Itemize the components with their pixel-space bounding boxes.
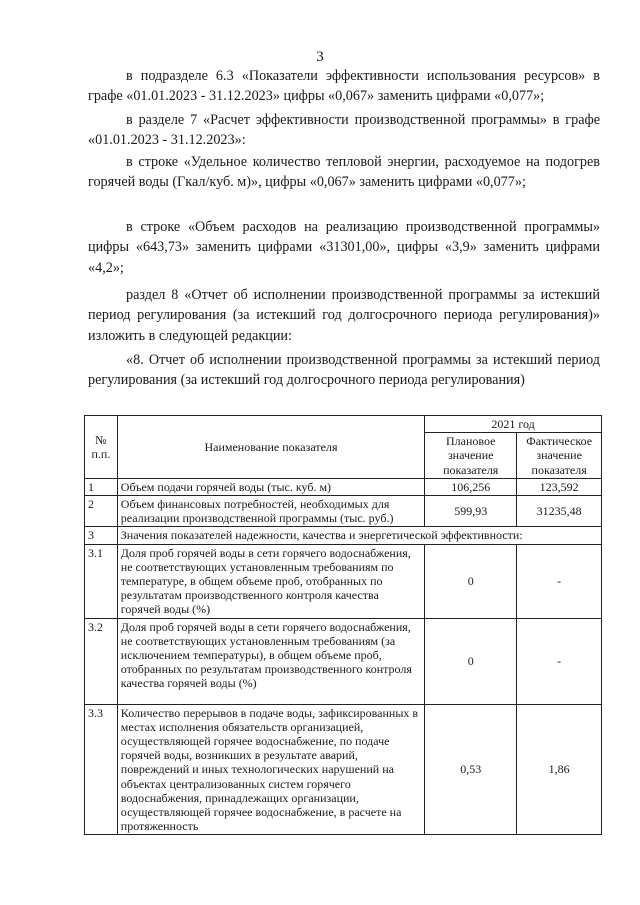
row-section-title: Значения показателей надежности, качества и энергетической эффективности: (117, 527, 601, 544)
row-num: 2 (85, 496, 118, 527)
table-row (85, 478, 602, 495)
table-row (85, 618, 602, 704)
row-plan: 0,53 (425, 704, 517, 835)
row-num: 3.2 (85, 618, 118, 704)
table-row (85, 704, 602, 835)
row-name: Количество перерывов в подаче воды, зафиксированных в местах исполнения обязательств организацией, осуществляющей горячее водоснабжение, по подаче горячей воды, возникших в результате аварий, повреждений и иных технологических нарушений на объектах централизованных систем горячего водоснабжения, принадлежащих организации, осуществляющей горячее водоснабжение, в расчете на протяженность (117, 704, 424, 835)
table-row (85, 527, 602, 544)
page-number: 3 (316, 49, 324, 65)
table-row (85, 496, 602, 527)
paragraph-6: «8. Отчет об исполнении производственной программы за истекший период регулирования (за истекший год долгосрочного периода регулирования) (88, 352, 600, 389)
paragraph-4: в строке «Объем расходов на реализацию производственной программы» цифры «643,73» заменить цифрами «31301,00», цифры «3,9» заменить цифрами «4,2»; (88, 219, 600, 276)
row-name: Объем финансовых потребностей, необходимых для реализации производственной программы (тыс. руб.) (117, 496, 424, 527)
paragraph-5: раздел 8 «Отчет об исполнении производственной программы за истекший период регулирования (за истекший год долгосрочного периода регулирования)» изложить в следующей редакции: (88, 287, 600, 344)
row-num: 3 (85, 527, 118, 544)
row-fact: 1,86 (517, 704, 602, 835)
row-fact: 31235,48 (517, 496, 602, 527)
row-plan: 599,93 (425, 496, 517, 527)
header-plan: Плановое значение показателя (425, 433, 517, 479)
row-num: 3.3 (85, 704, 118, 835)
paragraph-2: в разделе 7 «Расчет эффективности производственной программы» в графе «01.01.2023 - 31.12.2023»: (88, 112, 600, 149)
header-num: № п.п. (85, 416, 118, 479)
table-row (85, 544, 602, 618)
row-fact: - (517, 618, 602, 704)
row-fact: 123,592 (517, 478, 602, 495)
header-year: 2021 год (425, 416, 602, 433)
row-plan: 0 (425, 618, 517, 704)
paragraph-1: в подразделе 6.3 «Показатели эффективности использования ресурсов» в графе «01.01.2023 - 31.12.2023» цифры «0,067» заменить цифрами «0,077»; (88, 68, 600, 105)
row-name: Объем подачи горячей воды (тыс. куб. м) (117, 478, 424, 495)
row-num: 1 (85, 478, 118, 495)
header-fact: Фактическое значение показателя (517, 433, 602, 479)
table-header-row (85, 416, 602, 433)
row-name: Доля проб горячей воды в сети горячего водоснабжения, не соответствующих установленным требованиям по температуре, в общем объеме проб, отобранных по результатам производственного контроля качества горячей воды (%) (117, 544, 424, 618)
row-num: 3.1 (85, 544, 118, 618)
header-name: Наименование показателя (117, 416, 424, 479)
report-table (84, 415, 602, 835)
paragraph-3: в строке «Удельное количество тепловой энергии, расходуемое на подогрев горячей воды (Гкал/куб. м)», цифры «0,067» заменить цифрами «0,077»; (88, 154, 600, 191)
row-plan: 106,256 (425, 478, 517, 495)
row-fact: - (517, 544, 602, 618)
row-plan: 0 (425, 544, 517, 618)
row-name: Доля проб горячей воды в сети горячего водоснабжения, не соответствующих установленным требованиям (за исключением температуры), в общем объеме проб, отобранных по результатам производственного контроля качества горячей воды (%) (117, 618, 424, 704)
